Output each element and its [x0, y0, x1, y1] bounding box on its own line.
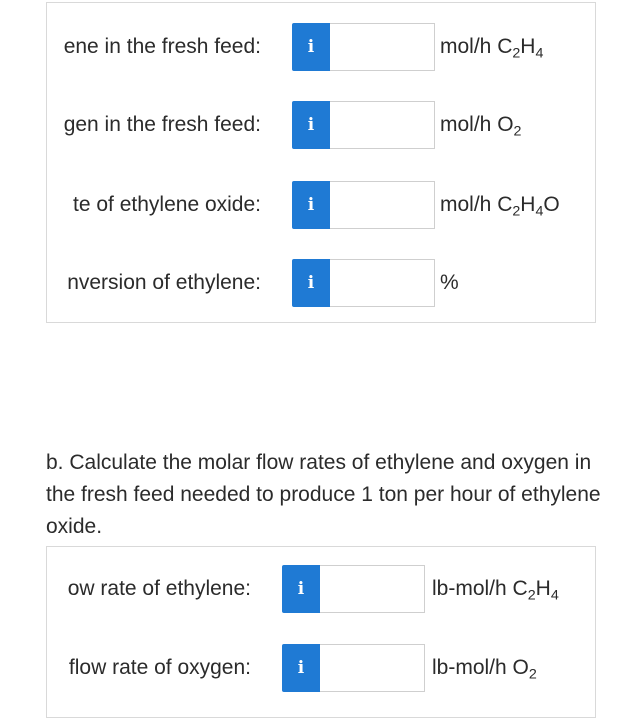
answer-input[interactable] — [330, 181, 435, 229]
answer-input[interactable] — [330, 101, 435, 149]
info-icon[interactable]: i — [292, 181, 330, 229]
row-label: nversion of ethylene: — [67, 271, 261, 294]
answer-row-conversion — [47, 258, 595, 308]
info-icon[interactable]: i — [292, 101, 330, 149]
unit-label: mol/h $C_2H_4O$ — [440, 193, 560, 220]
answer-input[interactable] — [330, 23, 435, 71]
answer-input[interactable] — [330, 259, 435, 307]
answer-input[interactable] — [320, 565, 425, 613]
part-b-answer-panel — [46, 546, 596, 718]
unit-label: mol/h $O_2$ — [440, 113, 522, 140]
info-icon[interactable]: i — [292, 259, 330, 307]
info-icon[interactable]: i — [282, 565, 320, 613]
answer-row-ethylene-flow — [47, 564, 595, 614]
info-icon[interactable]: i — [292, 23, 330, 71]
row-label: ow rate of ethylene: — [67, 577, 251, 600]
answer-row-ethylene-feed — [47, 22, 595, 72]
unit-label: % — [440, 271, 459, 294]
row-label: ene in the fresh feed: — [63, 35, 261, 58]
question-b-text: b. Calculate the molar flow rates of ethylene and oxygen in the fresh feed needed to produce 1 ton per hour of ethylene oxide. — [46, 451, 601, 538]
info-icon[interactable]: i — [282, 644, 320, 692]
unit-label: mol/h $C_2H_4$ — [440, 35, 544, 62]
row-label: te of ethylene oxide: — [73, 193, 261, 216]
row-label: flow rate of oxygen: — [68, 656, 251, 679]
answer-row-oxygen-flow — [47, 643, 595, 693]
answer-row-oxygen-feed — [47, 100, 595, 150]
row-label: gen in the fresh feed: — [63, 113, 261, 136]
unit-label: lb-mol/h $O_2$ — [432, 656, 537, 683]
answer-row-ethylene-oxide — [47, 180, 595, 230]
part-a-answer-panel — [46, 2, 596, 323]
unit-label: lb-mol/h $C_2H_4$ — [432, 577, 559, 604]
answer-input[interactable] — [320, 644, 425, 692]
